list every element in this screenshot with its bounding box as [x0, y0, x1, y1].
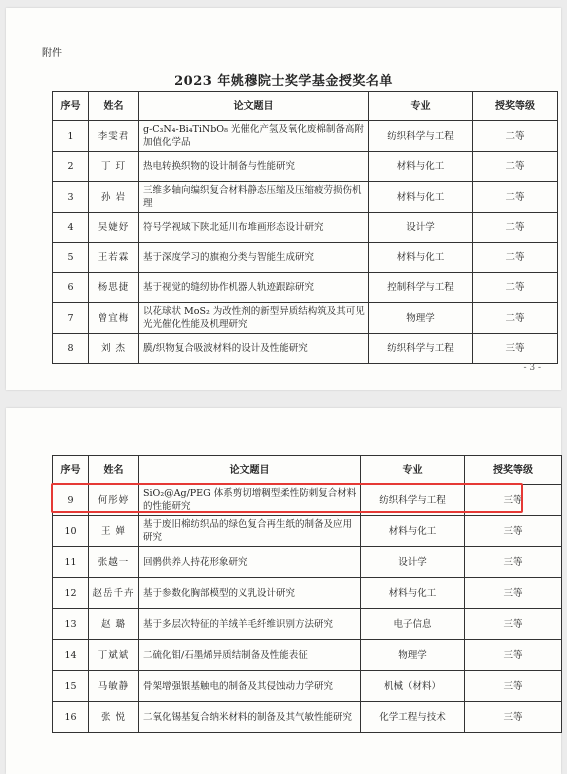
cell-title: 二氧化锡基复合纳米材料的制备及其气敏性能研究	[139, 702, 361, 733]
cell-name: 杨思捷	[89, 273, 139, 303]
cell-major: 物理学	[361, 640, 465, 671]
cell-name: 马敏静	[89, 671, 139, 702]
cell-major: 机械（材料）	[361, 671, 465, 702]
cell-no: 7	[53, 303, 89, 334]
header-no: 序号	[53, 92, 89, 121]
cell-major: 设计学	[361, 547, 465, 578]
cell-no: 13	[53, 609, 89, 640]
cell-no: 2	[53, 152, 89, 182]
cell-major: 纺织科学与工程	[361, 485, 465, 516]
table-row	[53, 609, 562, 640]
header-major: 专业	[361, 456, 465, 485]
cell-name: 赵岳千卉	[89, 578, 139, 609]
cell-grade: 二等	[473, 121, 558, 152]
table-row	[53, 485, 562, 516]
cell-no: 10	[53, 516, 89, 547]
award-table-page-2	[52, 455, 562, 733]
cell-title: SiO₂@Ag/PEG 体系剪切增稠型柔性防刺复合材料的性能研究	[139, 485, 361, 516]
cell-grade: 三等	[465, 516, 562, 547]
header-name: 姓名	[89, 456, 139, 485]
cell-name: 王 婵	[89, 516, 139, 547]
cell-major: 纺织科学与工程	[369, 121, 473, 152]
table-row	[53, 303, 558, 334]
cell-title: 基于深度学习的旗袍分类与智能生成研究	[139, 243, 369, 273]
cell-title: 热电转换织物的设计制备与性能研究	[139, 152, 369, 182]
header-grade: 授奖等级	[473, 92, 558, 121]
cell-grade: 三等	[465, 609, 562, 640]
cell-title: 基于废旧棉纺织品的绿色复合再生纸的制备及应用研究	[139, 516, 361, 547]
cell-title: 三维多轴向编织复合材料静态压缩及压缩疲劳损伤机理	[139, 182, 369, 213]
header-grade: 授奖等级	[465, 456, 562, 485]
cell-grade: 三等	[465, 702, 562, 733]
cell-name: 赵 璐	[89, 609, 139, 640]
table-row	[53, 182, 558, 213]
cell-major: 物理学	[369, 303, 473, 334]
header-name: 姓名	[89, 92, 139, 121]
cell-no: 16	[53, 702, 89, 733]
cell-name: 张越一	[89, 547, 139, 578]
cell-name: 孙 岩	[89, 182, 139, 213]
cell-title: 回鹘供养人持花形象研究	[139, 547, 361, 578]
table-row	[53, 213, 558, 243]
table-row	[53, 640, 562, 671]
cell-name: 吴婕妤	[89, 213, 139, 243]
cell-major: 材料与化工	[361, 516, 465, 547]
cell-major: 材料与化工	[369, 152, 473, 182]
cell-grade: 二等	[473, 152, 558, 182]
table-row	[53, 334, 558, 364]
cell-title: 符号学视域下陕北延川布堆画形态设计研究	[139, 213, 369, 243]
cell-no: 3	[53, 182, 89, 213]
cell-major: 控制科学与工程	[369, 273, 473, 303]
cell-major: 纺织科学与工程	[369, 334, 473, 364]
cell-no: 11	[53, 547, 89, 578]
header-title: 论文题目	[139, 92, 369, 121]
cell-name: 丁 玎	[89, 152, 139, 182]
cell-no: 14	[53, 640, 89, 671]
cell-major: 材料与化工	[369, 182, 473, 213]
cell-name: 张 悦	[89, 702, 139, 733]
cell-title: 膜/织物复合吸波材料的设计及性能研究	[139, 334, 369, 364]
table-row	[53, 516, 562, 547]
cell-grade: 二等	[473, 303, 558, 334]
cell-grade: 三等	[465, 578, 562, 609]
cell-no: 15	[53, 671, 89, 702]
table-row	[53, 547, 562, 578]
cell-title: 基于参数化胸部模型的义乳设计研究	[139, 578, 361, 609]
cell-name: 丁斌斌	[89, 640, 139, 671]
table-header-row	[53, 92, 558, 121]
cell-title: 骨架增强银基触电的制备及其侵蚀动力学研究	[139, 671, 361, 702]
cell-title: g-C₃N₄-Bi₄TiNbO₈ 光催化产氢及氧化废棉制备高附加值化学品	[139, 121, 369, 152]
cell-major: 设计学	[369, 213, 473, 243]
cell-grade: 三等	[465, 640, 562, 671]
cell-title: 基于多层次特征的羊绒羊毛纤维识别方法研究	[139, 609, 361, 640]
cell-no: 8	[53, 334, 89, 364]
cell-major: 材料与化工	[361, 578, 465, 609]
cell-no: 6	[53, 273, 89, 303]
cell-title: 二硫化钼/石墨烯异质结制备及性能表征	[139, 640, 361, 671]
cell-no: 9	[53, 485, 89, 516]
document-page-2	[6, 408, 561, 774]
cell-grade: 三等	[465, 547, 562, 578]
header-no: 序号	[53, 456, 89, 485]
cell-grade: 三等	[465, 485, 562, 516]
table-row	[53, 671, 562, 702]
table-row	[53, 578, 562, 609]
table-row	[53, 243, 558, 273]
cell-name: 李雯君	[89, 121, 139, 152]
cell-major: 化学工程与技术	[361, 702, 465, 733]
document-title: 2023 年姚穆院士奖学基金授奖名单	[174, 74, 393, 89]
cell-major: 材料与化工	[369, 243, 473, 273]
header-major: 专业	[369, 92, 473, 121]
document-page-1	[6, 8, 561, 390]
cell-name: 刘 杰	[89, 334, 139, 364]
cell-no: 5	[53, 243, 89, 273]
cell-title: 基于视觉的缝纫协作机器人轨迹跟踪研究	[139, 273, 369, 303]
table-header-row	[53, 456, 562, 485]
table-row	[53, 702, 562, 733]
cell-no: 12	[53, 578, 89, 609]
cell-title: 以花球状 MoS₂ 为改性剂的新型异质结构筑及其可见光光催化性能及机理研究	[139, 303, 369, 334]
cell-grade: 三等	[473, 334, 558, 364]
cell-no: 1	[53, 121, 89, 152]
cell-name: 何彤婷	[89, 485, 139, 516]
table-row	[53, 152, 558, 182]
table-row	[53, 121, 558, 152]
cell-grade: 二等	[473, 243, 558, 273]
cell-grade: 三等	[465, 671, 562, 702]
attachment-label: 附件	[42, 48, 62, 59]
cell-grade: 二等	[473, 273, 558, 303]
page-number: - 3 -	[523, 363, 541, 373]
cell-grade: 二等	[473, 213, 558, 243]
award-table-page-1	[52, 91, 558, 364]
cell-name: 王若霖	[89, 243, 139, 273]
table-row	[53, 273, 558, 303]
cell-major: 电子信息	[361, 609, 465, 640]
cell-name: 曾宜梅	[89, 303, 139, 334]
header-title: 论文题目	[139, 456, 361, 485]
cell-grade: 二等	[473, 182, 558, 213]
cell-no: 4	[53, 213, 89, 243]
